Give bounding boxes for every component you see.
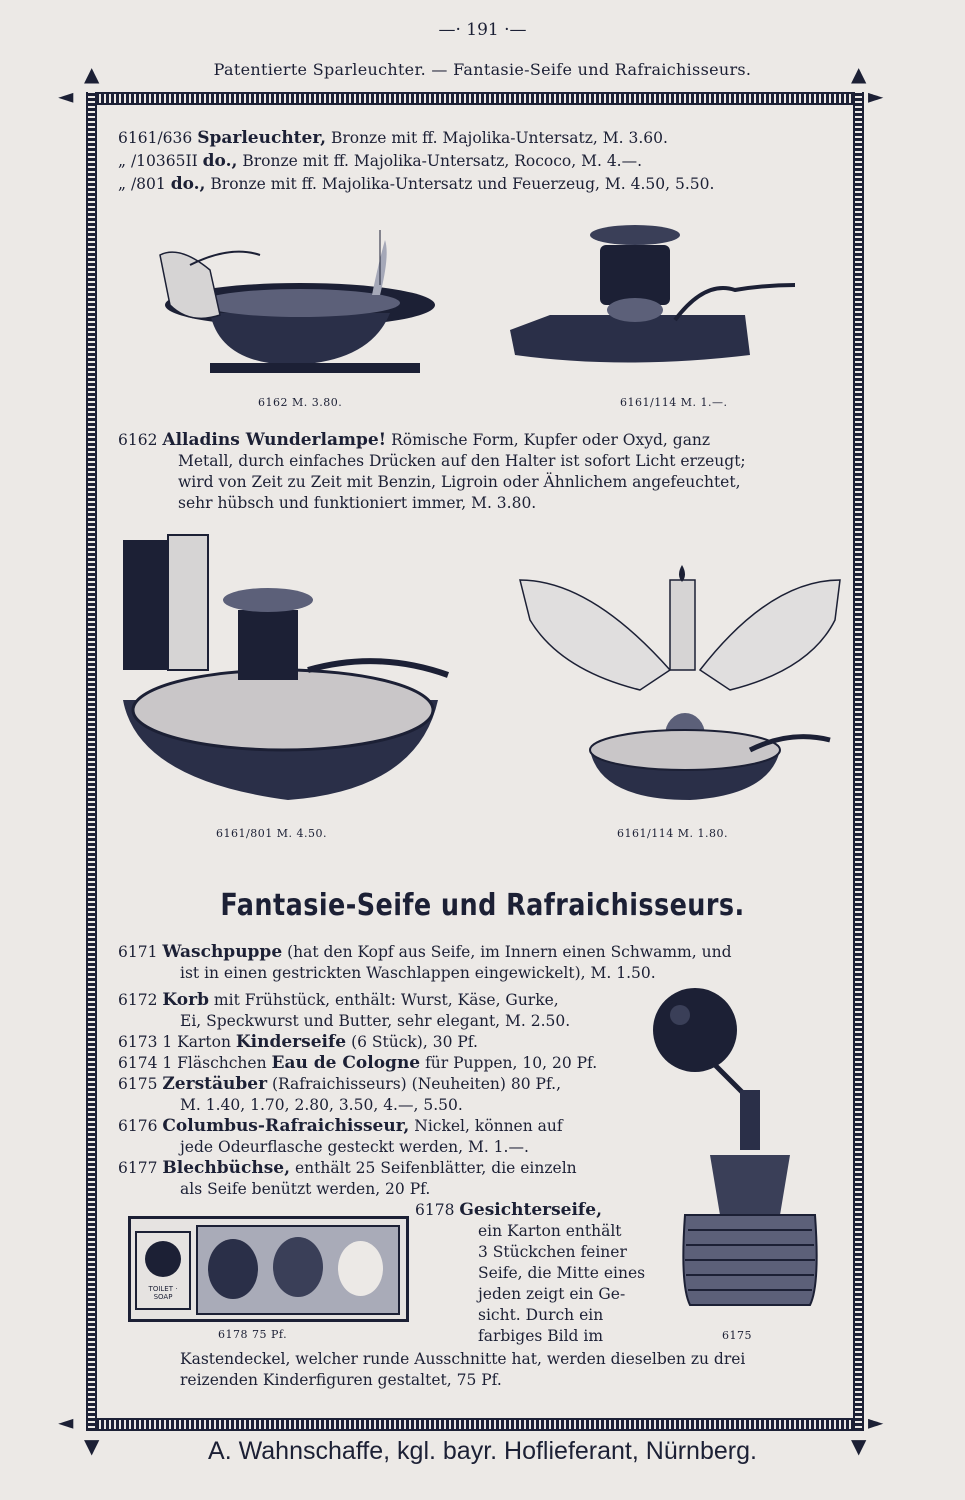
arrow-down-icon: ▼ (84, 1434, 100, 1458)
candlestick-tray-illustration (505, 220, 800, 385)
product-line: 6161/636 Sparleuchter, Bronze mit ff. Majolika-Untersatz, M. 3.60. (118, 128, 668, 148)
product-line: als Seife benützt werden, 20 Pf. (180, 1180, 431, 1198)
arrow-left-icon: ◄ (58, 1410, 74, 1434)
arrow-left-icon: ◄ (58, 84, 74, 108)
arrow-down-icon: ▼ (851, 1434, 867, 1458)
arrow-up-icon: ▲ (84, 62, 100, 86)
sun-face-icon (145, 1241, 181, 1277)
hands-candlestick-illustration (520, 560, 850, 810)
product-line: ist in einen gestrickten Waschlappen eingewickelt), M. 1.50. (180, 964, 656, 982)
lamp-illustration (150, 225, 440, 385)
arrow-right-icon: ► (868, 1410, 884, 1434)
section-heading: Fantasie-Seife und Rafraichisseurs. (220, 888, 745, 923)
footer-imprint: A. Wahnschaffe, kgl. bayr. Hoflieferant, Nürnberg. (208, 1437, 757, 1465)
product-line: Ei, Speckwurst und Butter, sehr elegant, M. 2.50. (180, 1012, 571, 1030)
child-figure-icon (208, 1239, 258, 1299)
product-line: reizenden Kinderfiguren gestaltet, 75 Pf. (180, 1371, 502, 1389)
sun-label (135, 1231, 191, 1310)
frame-border-left (86, 92, 97, 1431)
product-line: Seife, die Mitte eines (478, 1264, 646, 1282)
child-figure-icon (273, 1237, 323, 1297)
product-line: 6174 1 Fläschchen Eau de Cologne für Puppen, 10, 20 Pf. (118, 1053, 598, 1073)
running-title: Patentierte Sparleuchter. — Fantasie-Seife und Rafraichisseurs. (213, 60, 752, 79)
lid-window (196, 1225, 400, 1315)
figure-caption: 6161/114 M. 1.—. (620, 396, 728, 409)
figure-caption: 6161/114 M. 1.80. (617, 827, 728, 840)
product-line: jede Odeurflasche gesteckt werden, M. 1.—. (180, 1138, 529, 1156)
product-line: „ /10365II do., Bronze mit ff. Majolika-Untersatz, Rococo, M. 4.—. (118, 151, 643, 171)
product-description: wird von Zeit zu Zeit mit Benzin, Ligroin oder Ähnlichem angefeuchtet, (178, 473, 741, 491)
product-description: Metall, durch einfaches Drücken auf den Halter ist sofort Licht erzeugt; (178, 452, 746, 470)
atomizer-illustration (640, 985, 790, 1325)
soap-label-text: TOILET · SOAP (148, 1285, 178, 1301)
product-line: 6177 Blechbüchse, enthält 25 Seifenblätter, die einzeln (118, 1158, 577, 1178)
product-line: 6175 Zerstäuber (Rafraichisseurs) (Neuheiten) 80 Pf., (118, 1074, 562, 1094)
product-line: 6173 1 Karton Kinderseife (6 Stück), 30 Pf. (118, 1032, 478, 1052)
product-line: 6178 Gesichterseife, (415, 1200, 602, 1220)
figure-caption: 6178 75 Pf. (218, 1328, 288, 1341)
product-line: 6176 Columbus-Rafraichisseur, Nickel, können auf (118, 1116, 563, 1136)
figure-caption: 6175 (722, 1329, 752, 1342)
child-figure-icon (338, 1241, 383, 1296)
product-line: farbiges Bild im (478, 1327, 604, 1345)
figure-caption: 6162 M. 3.80. (258, 396, 343, 409)
product-description: sehr hübsch und funktioniert immer, M. 3.80. (178, 494, 537, 512)
soap-box-illustration (128, 1216, 409, 1322)
product-description: 6162 Alladins Wunderlampe! Römische Form, Kupfer oder Oxyd, ganz (118, 430, 711, 450)
arrow-up-icon: ▲ (851, 62, 867, 86)
product-line: 6172 Korb mit Frühstück, enthält: Wurst, Käse, Gurke, (118, 990, 559, 1010)
product-line: sicht. Durch ein (478, 1306, 604, 1324)
majolika-candlestick-illustration (118, 530, 458, 810)
frame-border-bottom (86, 1418, 862, 1431)
product-line: Kastendeckel, welcher runde Ausschnitte hat, werden dieselben zu drei (180, 1350, 746, 1368)
product-line: 6171 Waschpuppe (hat den Kopf aus Seife, im Innern einen Schwamm, und (118, 942, 732, 962)
product-line: ein Karton enthält (478, 1222, 622, 1240)
arrow-right-icon: ► (868, 84, 884, 108)
product-line: M. 1.40, 1.70, 2.80, 3.50, 4.—, 5.50. (180, 1096, 463, 1114)
page-number: —· 191 ·— (438, 20, 527, 40)
figure-caption: 6161/801 M. 4.50. (216, 827, 327, 840)
frame-border-right (853, 92, 864, 1431)
product-line: jeden zeigt ein Ge- (478, 1285, 626, 1303)
product-line: 3 Stückchen feiner (478, 1243, 627, 1261)
product-line: „ /801 do., Bronze mit ff. Majolika-Untersatz und Feuerzeug, M. 4.50, 5.50. (118, 174, 715, 194)
frame-border-top (86, 92, 862, 105)
